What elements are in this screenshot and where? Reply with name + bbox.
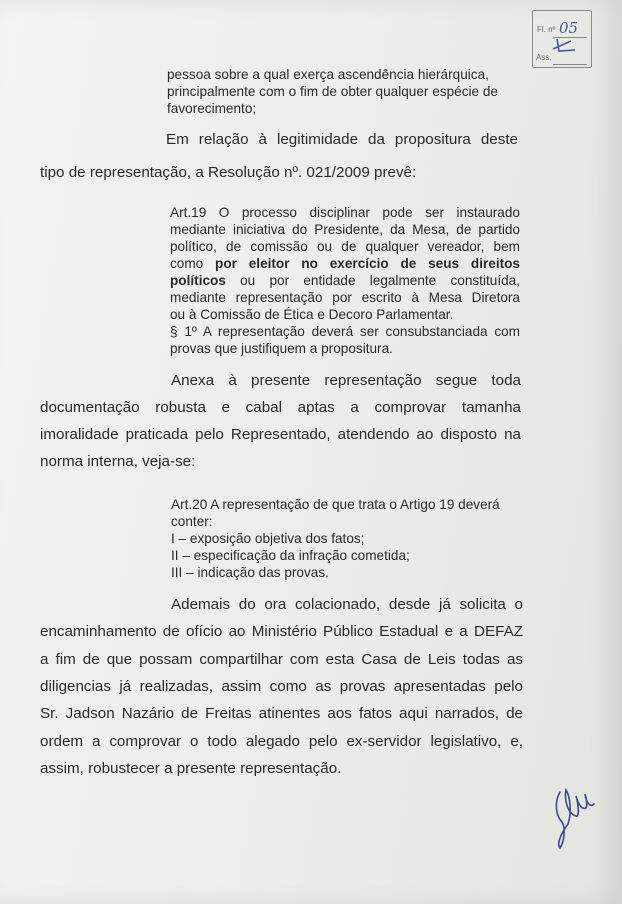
quote2-bold-text: por eleitor no exercício de seus direitos: [215, 256, 520, 271]
paragraph3-line: assim, robustecer a presente representação.: [40, 760, 342, 777]
quote1-line: pessoa sobre a qual exerça ascendência hierárquica,: [167, 67, 489, 82]
quote3-line: I – exposição objetiva dos fatos;: [171, 531, 365, 546]
quote2-line: ou à Comissão de Ética e Decoro Parlamentar.: [170, 307, 454, 322]
quote3-line: conter:: [171, 514, 213, 529]
quote3-line: III – indicação das provas.: [171, 565, 329, 580]
handwritten-initials-signature: [552, 782, 596, 852]
paragraph3-line: ordem a comprovar o todo alegado pelo ex-servidor legislativo, e,: [40, 733, 523, 750]
stamp-ass-label: Ass.: [536, 53, 552, 62]
stamp-initials-scribble: [551, 35, 577, 53]
paragraph3-line: encaminhamento de ofício ao Ministério Público Estadual e a DEFAZ: [40, 623, 523, 640]
paragraph2-line: norma interna, veja-se:: [40, 453, 196, 470]
quote1-line: favorecimento;: [167, 101, 257, 116]
quote2-line: § 1º A representação deverá ser consubstanciada com: [170, 324, 520, 339]
paragraph2-line: imoralidade praticada pelo Representado, atendendo ao disposto na: [40, 426, 521, 443]
paragraph3-line: diligencias já realizadas, assim como as provas apresentadas pelo: [40, 678, 523, 695]
quote1-line: principalmente com o fim de obter qualquer espécie de: [167, 84, 498, 99]
quote2-line: Art.19 O processo disciplinar pode ser instaurado: [170, 205, 520, 220]
quote2-line: político, de comissão ou de qualquer vereador, bem: [170, 239, 520, 254]
paragraph1-line: Em relação à legitimidade da propositura deste: [166, 131, 518, 148]
paragraph2-line: Anexa à presente representação segue toda: [171, 372, 521, 389]
quote2-line: [170, 272, 520, 289]
paragraph3-line: a fim de que possam compartilhar com esta Casa de Leis todas as: [40, 651, 523, 668]
quote2-line: provas que justifiquem a propositura.: [170, 341, 393, 356]
paragraph3-line: Ademais do ora colacionado, desde já solicita o: [171, 596, 523, 613]
stamp-folio-number: 05: [559, 19, 579, 37]
quote2-line: mediante representação por escrito à Mesa Diretora: [170, 290, 520, 305]
quote3-line: Art.20 A representação de que trata o Artigo 19 deverá: [171, 497, 500, 512]
quote2-text: ou por entidade legalmente constituída,: [225, 273, 520, 288]
paragraph3-line: Sr. Jadson Nazário de Freitas atinentes aos fatos aqui narrados, de: [40, 705, 523, 722]
paragraph2-line: documentação robusta e cabal aptas a comprovar tamanha: [40, 399, 521, 416]
folio-stamp: [532, 10, 592, 68]
quote3-line: II – especificação da infração cometida;: [171, 548, 410, 563]
paragraph1-line: tipo de representação, a Resolução nº. 021/2009 prevê:: [40, 164, 417, 181]
stamp-ass-line: [553, 64, 587, 65]
quote2-bold-text: políticos: [170, 273, 226, 288]
quote2-line: [170, 255, 520, 272]
quote2-line: mediante iniciativa do Presidente, da Mesa, de partido: [170, 222, 520, 237]
quote2-text: como: [170, 256, 216, 271]
stamp-fl-label: Fl. nº: [537, 25, 556, 34]
